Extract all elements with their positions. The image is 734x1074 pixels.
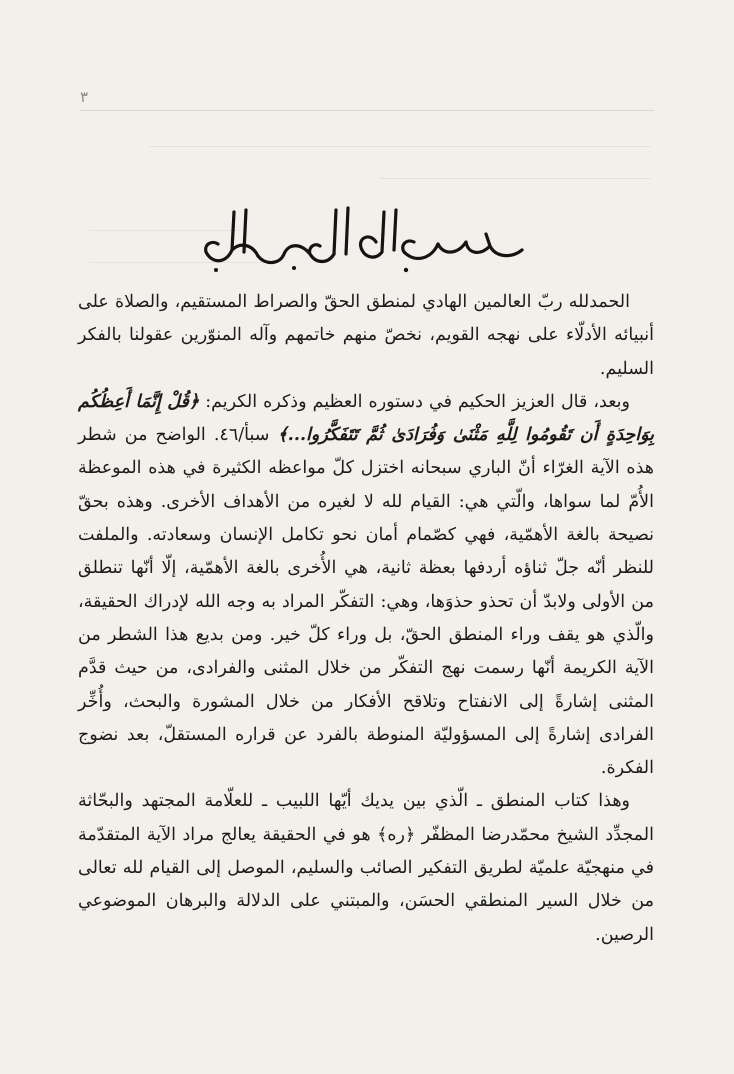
quran-verse: ﴿قُلْ إِنَّمَا أَعِظُكُم بِوَاحِدَةٍ أَن تَقُومُوا لِلَّهِ مَثْنَىٰ وَفُرَادَىٰ ثُمَّ تَتَفَكَّرُوا...﴾ [78, 391, 654, 446]
bleed-through-line [150, 146, 650, 147]
bismillah-calligraphy [200, 198, 534, 276]
paragraph-opening: الحمدلله ربّ العالمين الهادي لمنطق الحقّ والصراط المستقيم، والصلاة على أنبيائه الأدلّاء على نهجه القويم، نخصّ منهم خاتمهم وآله المنوّرين عقولنا بالفكر السليم. [78, 292, 654, 379]
page-number: ٣ [80, 88, 89, 106]
bleed-through-line [380, 178, 650, 179]
header-rule [80, 110, 654, 111]
paragraph-book-intro: وهذا كتاب المنطق ـ الّذي بين يديك أيّها اللبيب ـ للعلّامة المجتهد والبحّاثة المجدِّد الشيخ محمّدرضا المظفّر ﴿ره﴾ هو في الحقيقة يعالج مراد الآية المتقدّمة في منهجيّة علميّة لطريق التفكير الصائب والسليم، الموصل إلى القيام لله تعالى من خلال السير المنطقي الحسَن، والمبتني على الدلالة والبرهان الموضوعي الرصين. [78, 791, 654, 945]
paragraph-intro: وبعد، قال العزيز الحكيم في دستوره العظيم وذكره الكريم: [199, 391, 630, 412]
main-text [78, 286, 654, 952]
paragraph-commentary: سبأ/٤٦. الواضح من شطر هذه الآية الغرّاء أنّ الباري سبحانه اختزل كلّ مواعظه الكثيرة في هذه الموعظة الأُمّ لما سواها، والّتي هي: القيام لله لا لغيره من الأهداف الأخرى. وهذه بحقّ نصيحة بالغة الأهمّية، فهي كصّمام أمان نحو تكامل الإنسان وسعادته. والملفت للنظر أنّه جلّ ثناؤه أردفها بعظة ثانية، هي الأُخرى بالغة الأهمّية، إلّا أنّها تنطلق من الأولى ولابدّ أن تحذو حذوَها، وهي: التفكّر المراد به وجه الله لإدراك الحقيقة، والّذي هو يقف وراء المنطق الحقّ، بل وراء كلّ خير. ومن بديع هذا الشطر من الآية الكريمة أنّها رسمت نهج التفكّر من خلال المثنى والفرادى، من حيث قدَّم المثنى إشارةً إلى الانفتاح وتلاقح الأفكار من خلال المشورة والبحث، وأُخِّر الفرادى إشارةً إلى المسؤوليّة المنوطة بالفرد عن قراره المستقلّ، بعد نضوج الفكرة. [78, 425, 654, 779]
paragraph-verse-commentary [78, 386, 654, 786]
bismillah-calligraphy-drawing [200, 198, 534, 276]
